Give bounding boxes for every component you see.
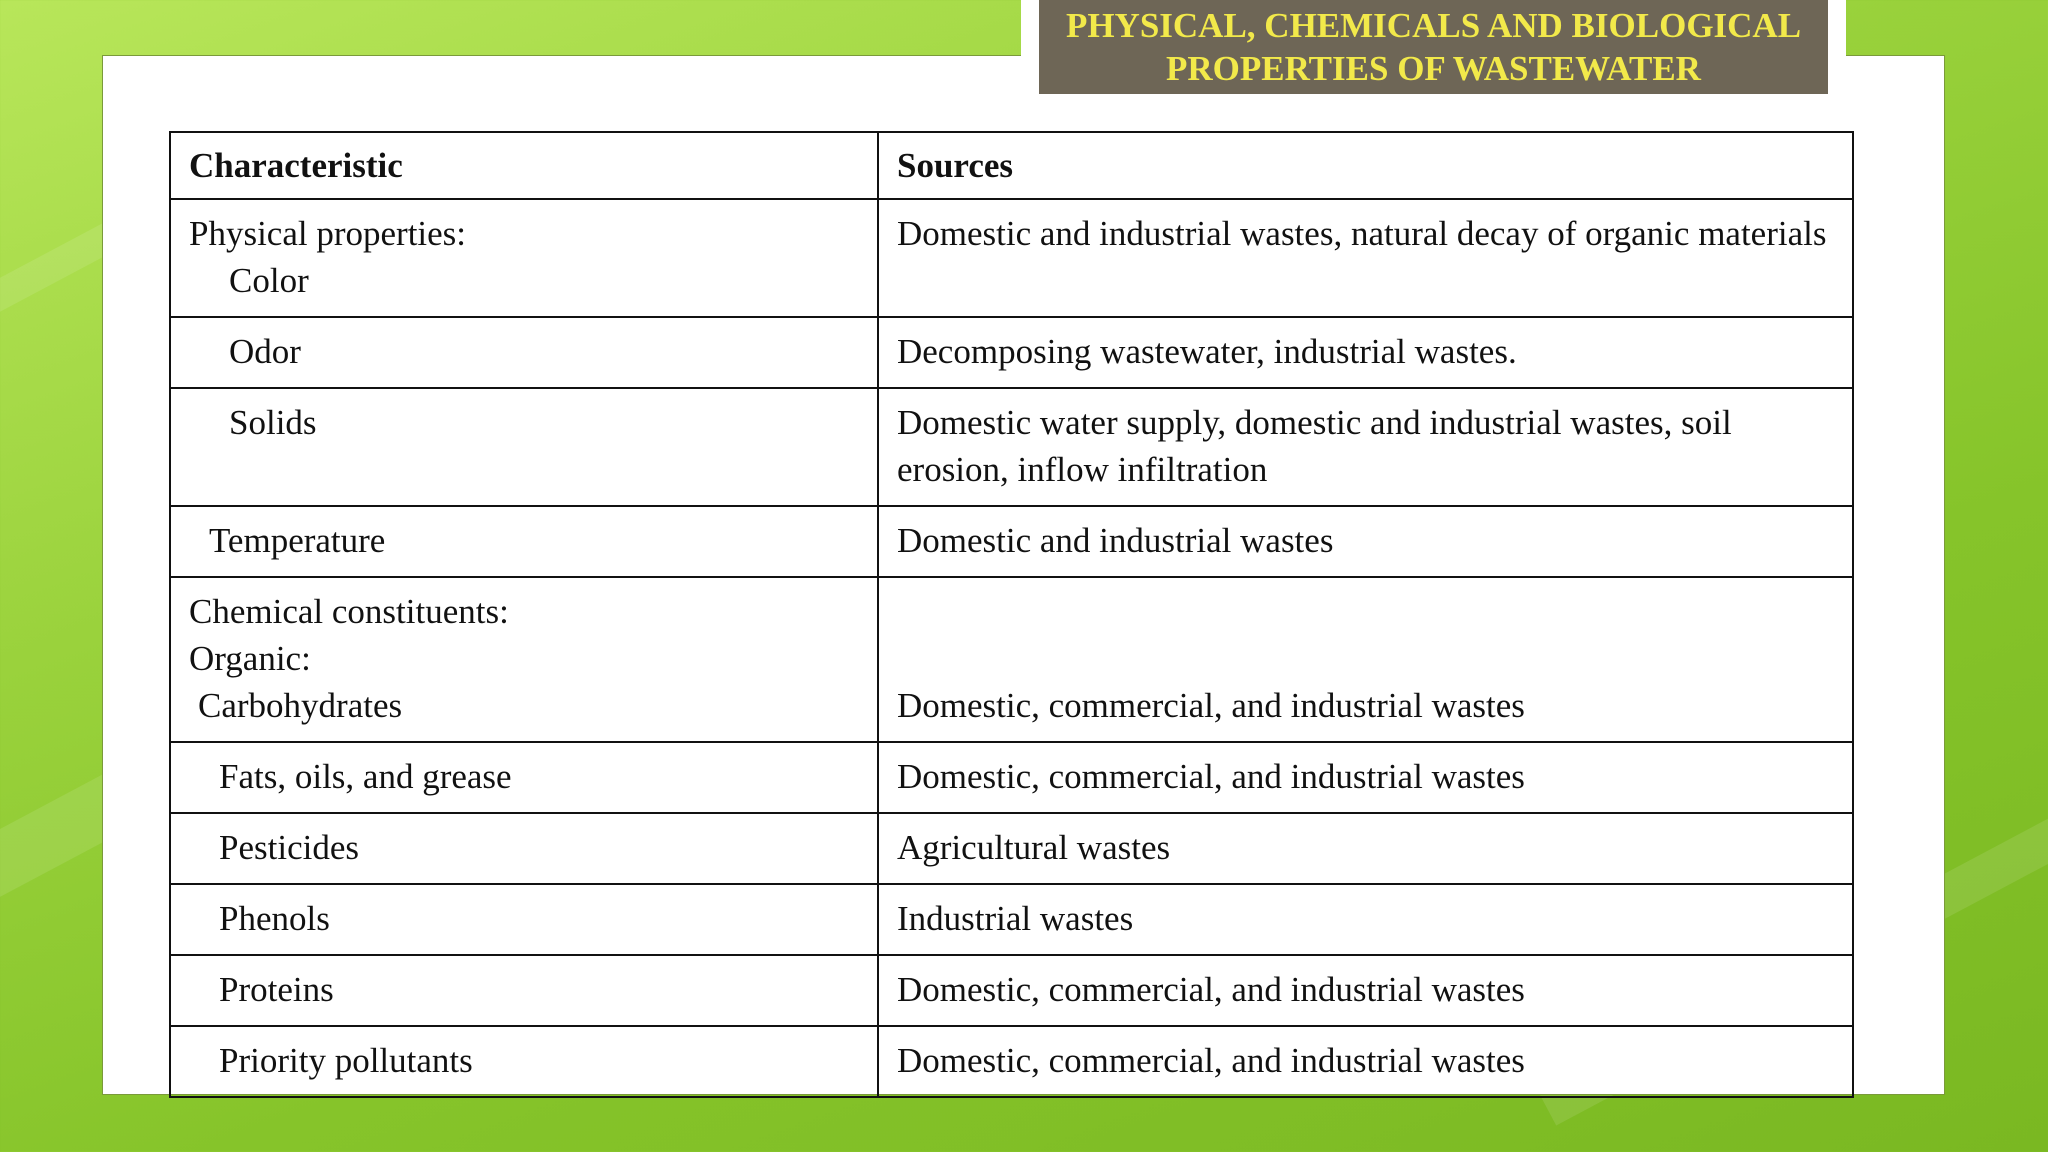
sources-cell: Domestic water supply, domestic and industrial wastes, soil erosion, inflow infiltration <box>878 388 1853 506</box>
characteristic-line: Temperature <box>209 521 386 560</box>
table-row <box>170 388 1853 506</box>
characteristic-line: Carbohydrates <box>198 686 403 725</box>
characteristic-line: Pesticides <box>219 828 359 867</box>
table-header-row <box>170 132 1853 199</box>
table-row <box>170 884 1853 955</box>
table-row <box>170 506 1853 577</box>
slide-title-box <box>1021 0 1846 94</box>
characteristic-line: Solids <box>229 403 317 442</box>
characteristic-cell <box>170 1026 878 1097</box>
characteristic-cell <box>170 506 878 577</box>
slide-title <box>1039 0 1828 94</box>
characteristic-line: Fats, oils, and grease <box>219 757 512 796</box>
slide-title-line-1: PHYSICAL, CHEMICALS AND BIOLOGICAL <box>1065 6 1802 45</box>
characteristic-cell <box>170 884 878 955</box>
table-row <box>170 813 1853 884</box>
table-row <box>170 1026 1853 1097</box>
characteristic-line: Proteins <box>219 970 334 1009</box>
characteristic-cell <box>170 955 878 1026</box>
characteristic-line: Odor <box>229 332 301 371</box>
table-row <box>170 577 1853 742</box>
column-header-sources: Sources <box>878 132 1853 199</box>
characteristic-line: Organic: <box>189 639 311 678</box>
slide-title-line-2: PROPERTIES OF WASTEWATER <box>1166 49 1701 88</box>
column-header-characteristic: Characteristic <box>170 132 878 199</box>
sources-cell: Domestic, commercial, and industrial wastes <box>878 1026 1853 1097</box>
characteristic-line: Chemical constituents: <box>189 592 509 631</box>
characteristic-cell <box>170 742 878 813</box>
characteristic-line: Priority pollutants <box>219 1041 473 1080</box>
characteristic-cell <box>170 317 878 388</box>
sources-cell: Domestic, commercial, and industrial wastes <box>878 577 1853 742</box>
characteristic-cell <box>170 813 878 884</box>
table-row <box>170 317 1853 388</box>
characteristic-line: Physical properties: <box>189 214 467 253</box>
characteristic-cell <box>170 388 878 506</box>
table-row <box>170 199 1853 317</box>
sources-cell: Domestic, commercial, and industrial wastes <box>878 955 1853 1026</box>
characteristic-cell <box>170 577 878 742</box>
characteristic-cell <box>170 199 878 317</box>
table-row <box>170 955 1853 1026</box>
sources-cell: Domestic and industrial wastes, natural decay of organic materials <box>878 199 1853 317</box>
sources-cell: Industrial wastes <box>878 884 1853 955</box>
sources-cell: Decomposing wastewater, industrial wastes. <box>878 317 1853 388</box>
characteristic-line: Color <box>229 261 309 300</box>
sources-cell: Agricultural wastes <box>878 813 1853 884</box>
table-row <box>170 742 1853 813</box>
wastewater-properties-table <box>169 131 1854 1098</box>
sources-cell: Domestic and industrial wastes <box>878 506 1853 577</box>
sources-cell: Domestic, commercial, and industrial wastes <box>878 742 1853 813</box>
characteristic-line: Phenols <box>219 899 330 938</box>
